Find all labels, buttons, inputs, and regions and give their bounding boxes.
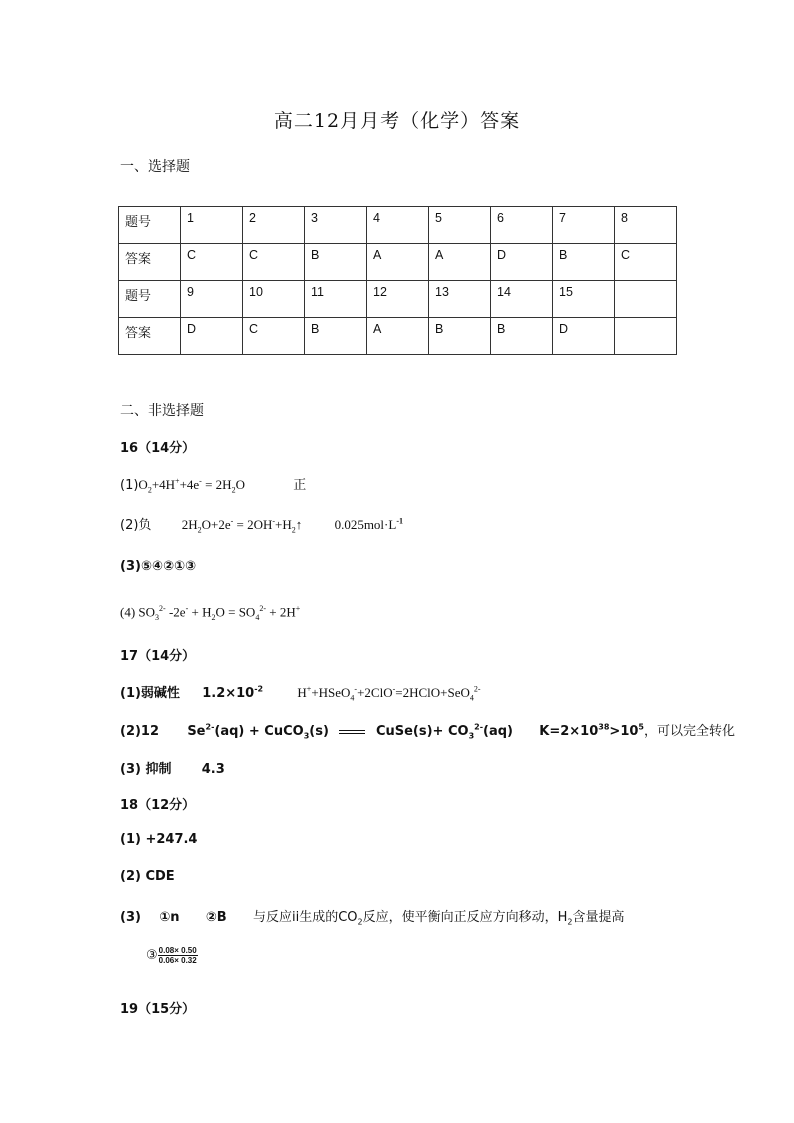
q17-part1 [120, 682, 481, 703]
table-cell: B [305, 244, 367, 281]
table-cell: C [243, 244, 305, 281]
fraction-numerator: 0.08× 0.50 [158, 946, 197, 955]
table-cell: 14 [491, 281, 553, 318]
table-row [119, 281, 677, 318]
table-cell: B [305, 318, 367, 355]
table-cell: A [367, 244, 429, 281]
table-cell: 12 [367, 281, 429, 318]
q18-p3-label: (3) [120, 910, 141, 925]
q16-p1-label: (1) [120, 478, 139, 493]
q17-p1-value: $1.2\times 10^{-2}$ [202, 684, 264, 701]
table-cell: 4 [367, 207, 429, 244]
table-cell: 11 [305, 281, 367, 318]
table-cell: 15 [553, 281, 615, 318]
q18-part3 [120, 906, 625, 927]
table-cell: D [491, 244, 553, 281]
table-row [119, 244, 677, 281]
fraction-denominator: 0.06× 0.32 [158, 956, 197, 965]
table-cell [615, 281, 677, 318]
q16-part2 [120, 514, 403, 535]
answer-table [118, 206, 677, 355]
q16-p1-equation: $O_2+4H^++4e^- = 2H_2O$ [138, 476, 245, 495]
table-cell [615, 318, 677, 355]
table-cell: C [243, 318, 305, 355]
q16-p2-concentration: $0.025mol\cdot L^{-1}$ [334, 516, 403, 532]
q17-part3 [120, 758, 225, 777]
q17-p3-value: 4.3 [201, 762, 225, 777]
q17-p1-equation: H++HSeO$_4$-+2ClO-=2HClO+SeO$_4^{2-}$ [297, 684, 481, 703]
table-row-header: 题号 [119, 207, 181, 244]
table-row-header: 题号 [119, 281, 181, 318]
q18-heading: 18（12分） [120, 798, 196, 813]
table-row [119, 318, 677, 355]
table-cell: B [429, 318, 491, 355]
q18-p3-explanation: 与反应ii生成的$CO_2$反应，使平衡向正反应方向移动，$H_2$含量提高 [252, 910, 625, 927]
q18-p3-fraction [158, 946, 198, 965]
table-cell: D [553, 318, 615, 355]
table-cell: C [181, 244, 243, 281]
table-cell: 10 [243, 281, 305, 318]
table-cell: 3 [305, 207, 367, 244]
table-cell: 7 [553, 207, 615, 244]
table-row-header: 答案 [119, 244, 181, 281]
q19-heading: 19（15分） [120, 1002, 196, 1017]
section-multiple-choice-heading: 一、选择题 [120, 159, 190, 175]
q17-p2-equation: $Se^{2-}(aq)$ + CuCO$_3$(s) CuSe(s)+ $CO_3^{2-}(aq)$ [187, 722, 513, 741]
table-cell: B [553, 244, 615, 281]
table-cell: B [491, 318, 553, 355]
q18-p3-circle-3: ③ [146, 948, 158, 963]
section-non-choice-heading: 二、非选择题 [120, 403, 204, 419]
table-cell: 6 [491, 207, 553, 244]
q16-part1 [120, 474, 306, 495]
table-cell: 1 [181, 207, 243, 244]
page-title: 高二12月月考（化学）答案 [273, 110, 521, 132]
q16-p2-label: (2)负 [120, 518, 152, 533]
q16-part3: (3)⑤④②①③ [120, 559, 196, 574]
equilibrium-arrow-icon [339, 728, 365, 736]
q16-p2-equation: $2H_2O+2e^-$ = $2OH^-+H_2↑$ [181, 516, 303, 535]
q17-p2-label: (2)12 [120, 724, 160, 739]
table-cell: 5 [429, 207, 491, 244]
table-cell: C [615, 244, 677, 281]
table-cell: A [367, 318, 429, 355]
q17-part2 [120, 720, 735, 741]
table-cell: 9 [181, 281, 243, 318]
q17-p1-label: (1)弱碱性 [120, 686, 180, 701]
table-row-header: 答案 [119, 318, 181, 355]
q16-part4: (4) $SO_3^{2-}$ $-2e^- + H_2O = SO_4^{2-} + 2H^+$ [120, 604, 301, 622]
table-row [119, 207, 677, 244]
q17-p3-label: (3) 抑制 [120, 762, 172, 777]
q17-heading: 17（14分） [120, 649, 196, 664]
q18-part3-ratio [146, 946, 198, 965]
q18-part2: (2) CDE [120, 869, 175, 884]
q18-part1: (1) +247.4 [120, 832, 198, 847]
table-cell: 2 [243, 207, 305, 244]
q18-p3-answer-1: ①n [159, 910, 180, 925]
table-cell: D [181, 318, 243, 355]
q16-heading: 16（14分） [120, 441, 196, 456]
table-cell: A [429, 244, 491, 281]
q17-p2-conclusion: ，可以完全转化 [643, 724, 735, 739]
table-cell: 13 [429, 281, 491, 318]
table-cell: 8 [615, 207, 677, 244]
q18-p3-answer-2: ②B [205, 910, 227, 925]
q17-p2-k-value: $K=2\times 10^{38}>10^5$ [539, 722, 644, 739]
q16-p1-electrode: 正 [293, 478, 307, 493]
